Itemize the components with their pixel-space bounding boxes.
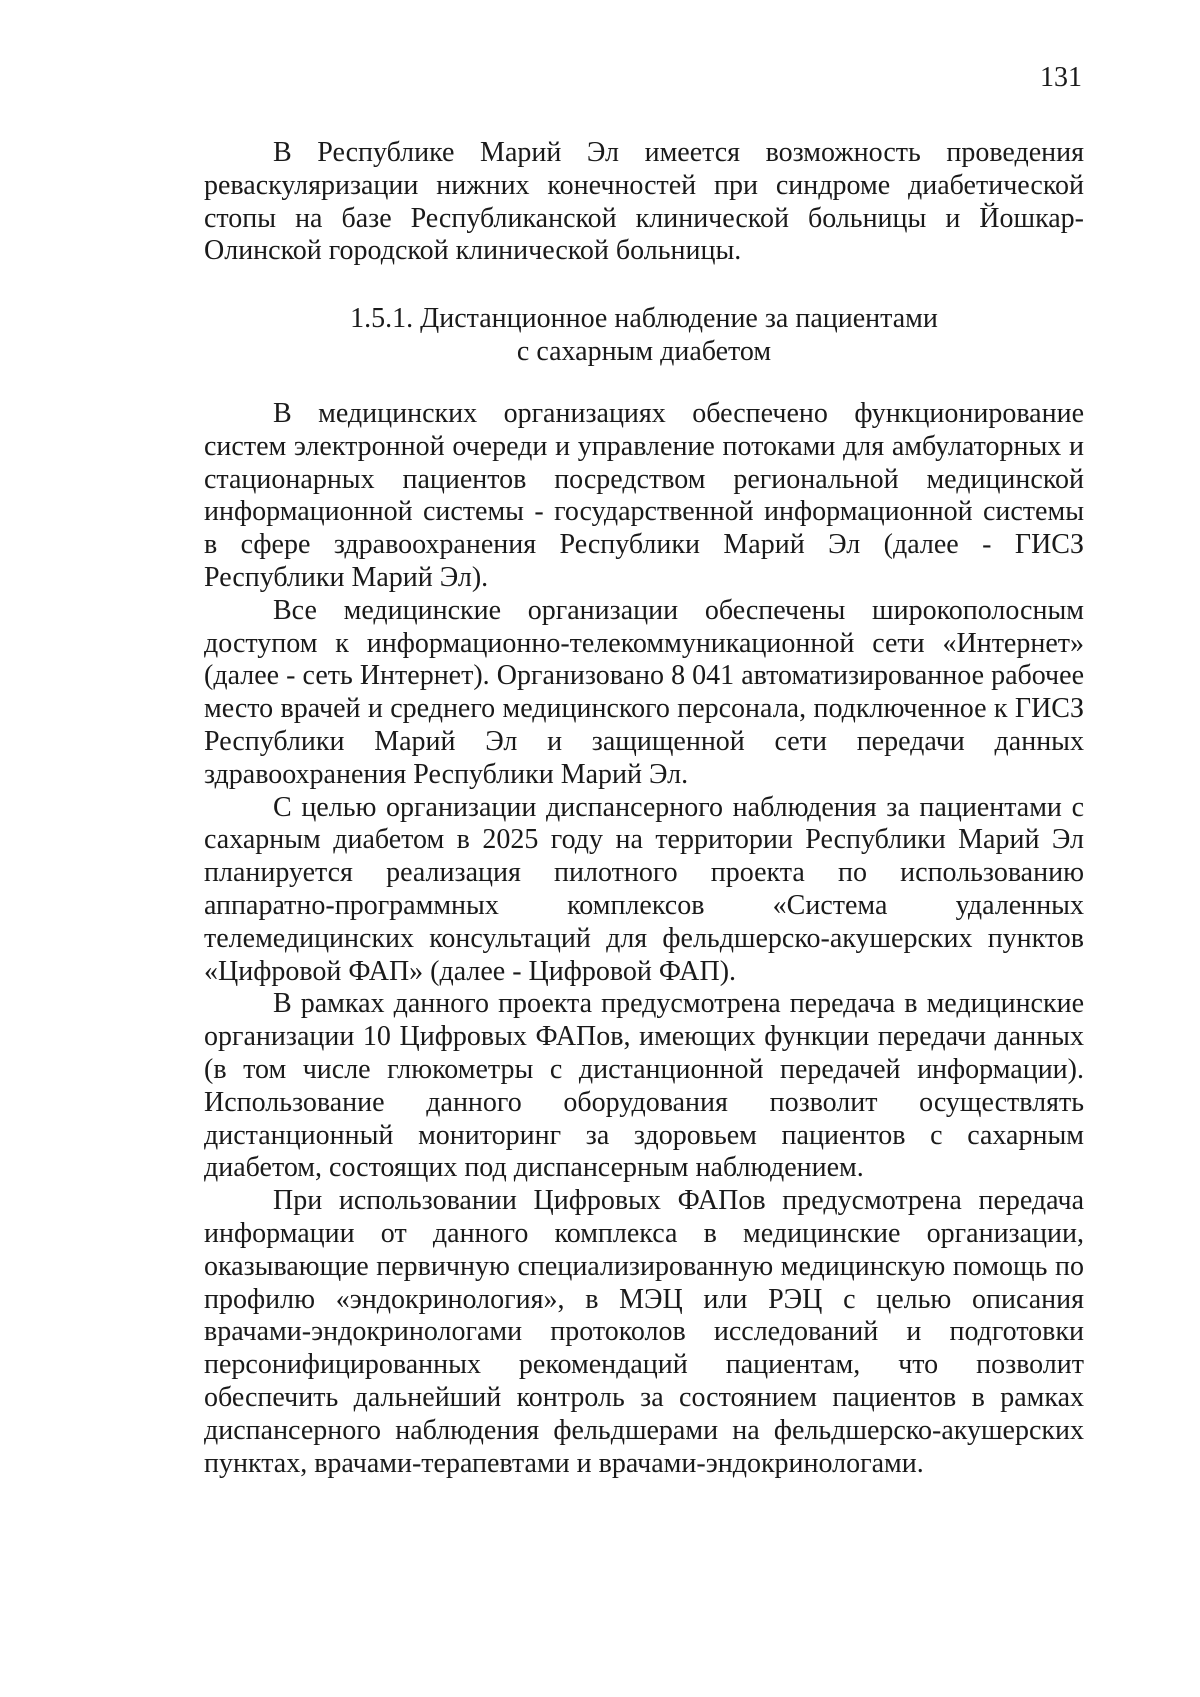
section-heading-line-2: с сахарным диабетом	[516, 336, 772, 367]
paragraph-pilot-project: С целью организации диспансерного наблюдения за пациентами с сахарным диабетом в 2025 году на территории Республики Марий Эл планируется реализация пилотного проекта по использованию аппаратно-программных комплексов «Система удаленных телемедицинских консультаций для фельдшерско-акушерских пунктов «Цифровой ФАП» (далее - Цифровой ФАП).	[204, 791, 1084, 987]
section-heading-line-1: 1.5.1. Дистанционное наблюдение за пациентами	[350, 303, 938, 334]
section-heading	[204, 302, 1084, 368]
page-number: 131	[1040, 62, 1082, 93]
intro-paragraph: В Республике Марий Эл имеется возможность проведения реваскуляризации нижних конечностей при синдроме диабетической стопы на базе Республиканской клинической больницы и Йошкар-Олинской городской клинической больницы.	[204, 137, 1084, 267]
section-body	[204, 398, 1084, 1480]
paragraph-electronic-queue: В медицинских организациях обеспечено функционирование систем электронной очереди и управление потоками для амбулаторных и стационарных пациентов посредством региональной медицинской информационной системы - государственной информационной системы в сфере здравоохранения Республики Марий Эл (далее - ГИСЗ Республики Марий Эл).	[204, 398, 1084, 593]
paragraph-digital-fap-transfer: В рамках данного проекта предусмотрена передача в медицинские организации 10 Цифровых ФАПов, имеющих функции передачи данных (в том числе глюкометры с дистанционной передачей информации). Использование данного оборудования позволит осуществлять дистанционный мониторинг за здоровьем пациентов с сахарным диабетом, состоящих под диспансерным наблюдением.	[204, 988, 1084, 1184]
paragraph-data-transmission: При использовании Цифровых ФАПов предусмотрена передача информации от данного комплекса в медицинские организации, оказывающие первичную специализированную медицинскую помощь по профилю «эндокринология», в МЭЦ или РЭЦ с целью описания врачами-эндокринологами протоколов исследований и подготовки персонифицированных рекомендаций пациентам, что позволит обеспечить дальнейший контроль за состоянием пациентов в рамках диспансерного наблюдения фельдшерами на фельдшерско-акушерских пунктах, врачами-терапевтами и врачами-эндокринологами.	[204, 1185, 1084, 1479]
intro-block	[204, 137, 1084, 268]
paragraph-internet-access: Все медицинские организации обеспечены широкополосным доступом к информационно-телекоммуникационной сети «Интернет» (далее - сеть Интернет). Организовано 8 041 автоматизированное рабочее место врачей и среднего медицинского персонала, подключенное к ГИСЗ Республики Марий Эл и защищенной сети передачи данных здравоохранения Республики Марий Эл.	[204, 594, 1084, 790]
